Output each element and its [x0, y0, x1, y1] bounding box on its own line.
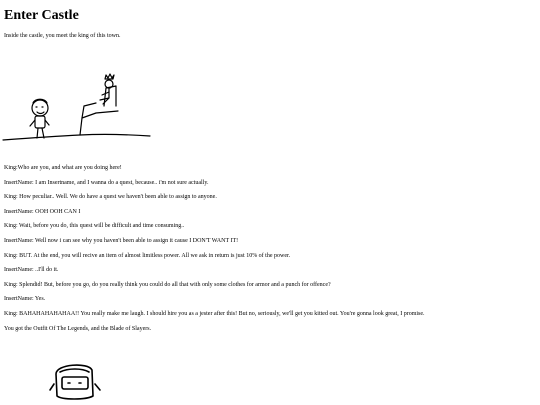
throne-back	[104, 86, 116, 106]
dialogue-line: King: BUT. At the end, you will recive an item of almost limitless power. All we ask in return is just 10% of the power.	[4, 252, 291, 259]
dialogue-line: King: Splendid! But, before you go, do you really think you could do all that with only some clothes for armor and a punch for offence?	[4, 281, 331, 288]
dialogue-list	[4, 164, 540, 339]
dialogue-line: InsertName: ..I'll do it.	[4, 267, 59, 274]
dialogue-line: King: Wait, before you do, this quest will be difficult and time consuming..	[4, 223, 185, 230]
castle-scene-drawing	[0, 66, 160, 146]
helmet-visor	[62, 377, 88, 389]
outfit-item-drawing	[48, 360, 108, 405]
dialogue-line: You got the Outfit Of The Legends, and the Blade of Slayers.	[4, 325, 152, 332]
dialogue-line: InsertName: I am Insertname, and I wanna do a quest, because.. i'm not sure actually.	[4, 179, 209, 186]
dialogue-line: King:Who are you, and what are you doing here!	[4, 165, 122, 171]
player-body	[35, 116, 45, 128]
dialogue-line: InsertName: Yes.	[4, 296, 46, 303]
dialogue-line: InsertName: OOH OOH CAN I	[4, 208, 81, 215]
dialogue-line: King: BAHAHAHAHAHAA!! You really make me laugh. I should hire you as a jester after this! But no, seriously, we'll get you kitted out. You're gonna look great, I promise.	[4, 310, 425, 317]
page-title: Enter Castle	[4, 8, 79, 23]
dialogue-line: InsertName: Well now i can see why you haven't been able to assign it cause I DON'T WANT IT!	[4, 237, 239, 244]
king-crown	[105, 74, 114, 79]
ground-line	[3, 134, 150, 140]
throne-stairs	[80, 111, 118, 135]
dialogue-line: King: How peculiar.. Well. We do have a quest we haven't been able to assign to anyone.	[4, 194, 217, 201]
intro-text: Inside the castle, you meet the king of this town.	[4, 33, 121, 39]
